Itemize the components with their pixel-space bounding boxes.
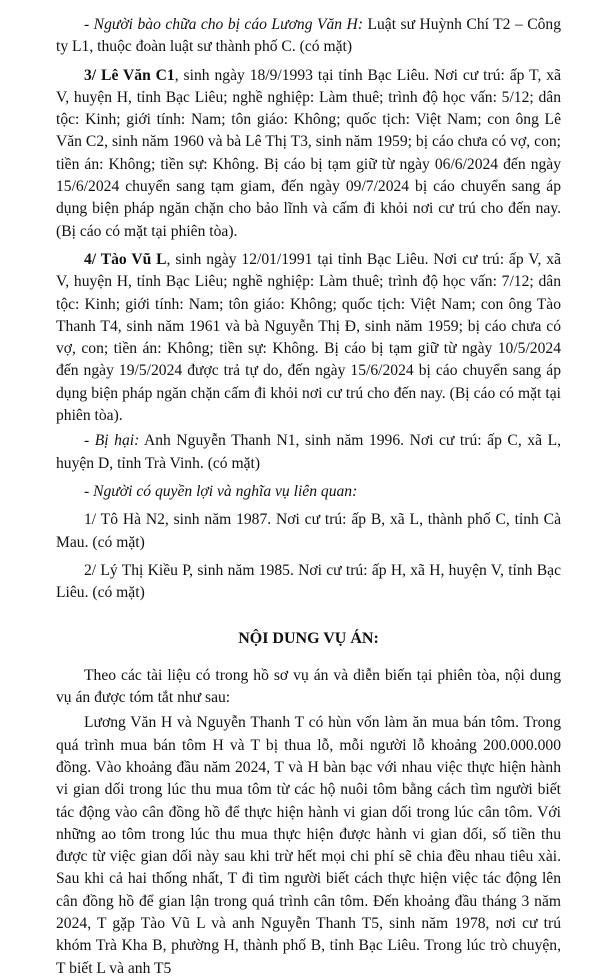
defense-counsel-paragraph <box>56 14 561 59</box>
defendant-4-paragraph <box>56 249 561 427</box>
victim-paragraph <box>56 430 561 475</box>
defendant-4-text: , sinh ngày 12/01/1991 tại tỉnh Bạc Liêu. Nơi cư trú: ấp V, xã V, huyện H, tỉnh Bạc Liêu; nghề nghiệp: Làm thuê; trình độ học vấn: 7/12; dân tộc: Kinh; giới tính: Nam; tôn giáo: Không; quốc tịch: Việt Nam; con ông Tào Thanh T4, sinh năm 1961 và bà Nguyễn Thị Đ, sinh năm 1959; bị cáo chưa có vợ, con; tiền án: Không; tiền sự: Không. Bị cáo bị tạm giữ từ ngày 10/5/2024 đến ngày 19/5/2024 được trả tự do, đến ngày 15/6/2024 bị cáo chuyển sang áp dụng biện pháp ngăn chặn cấm đi khỏi nơi cư trú cho đến nay. (Bị cáo có mặt tại phiên tòa). <box>56 250 561 425</box>
victim-text: Anh Nguyễn Thanh N1, sinh năm 1996. Nơi cư trú: ấp C, xã L, huyện D, tỉnh Trà Vinh. (có mặt) <box>56 432 561 472</box>
defendant-3-name: 3/ Lê Văn C1 <box>84 66 175 84</box>
defense-counsel-label: - Người bào chữa cho bị cáo Lương Văn H: <box>84 16 364 33</box>
document-page <box>56 14 561 980</box>
defense-counsel-text: Luật sư Huỳnh Chí T2 – Công ty L1, thuộc đoàn luật sư thành phố C. (có mặt) <box>56 16 562 56</box>
victim-label: - Bị hại: <box>84 432 140 450</box>
defendant-4-name: 4/ Tào Vũ L <box>84 250 167 268</box>
related-party-2: 2/ Lý Thị Kiều P, sinh năm 1985. Nơi cư trú: ấp H, xã H, huyện V, tỉnh Bạc Liêu. (có mặt) <box>56 561 561 602</box>
related-parties-heading: - Người có quyền lợi và nghĩa vụ liên quan: <box>84 482 358 500</box>
case-summary-paragraph: Lương Văn H và Nguyễn Thanh T có hùn vốn làm ăn mua bán tôm. Trong quá trình mua bán tôm H và T bị thua lỗ, mỗi người lỗ khoảng 200.000.000 đồng. Vào khoảng đầu năm 2024, T và H bàn bạc với nhau việc thực hiện hành vi gian dối trong lúc thu mua tôm từ các hộ nuôi tôm bằng cách tìm người biết tác động vào cân đồng hồ để thực hiện hành vi gian dối trong lúc cân tôm. Với những ao tôm trong lúc thu mua thực hiện được hành vi gian dối, số tiền thu được từ việc gian dối này sau khi trừ hết mọi chi phí sẽ chia đều nhau tiêu xài. Sau khi cả hai thống nhất, T đi tìm người biết cách thực hiện việc tác động lên cân đồng hồ để gian lận trong quá trình cân tôm. Đến khoảng đầu tháng 3 năm 2024, T gặp Tào Vũ L và anh Nguyễn Thanh T5, sinh năm 1978, nơi cư trú khóm Trà Kha B, phường H, thành phố B, tỉnh Bạc Liêu. Trong lúc trò chuyện, T biết L và anh T5 <box>56 714 561 977</box>
defendant-3-text: , sinh ngày 18/9/1993 tại tỉnh Bạc Liêu. Nơi cư trú: ấp T, xã V, huyện H, tỉnh Bạc Liêu; nghề nghiệp: Làm thuê; trình độ học vấn: 5/12; dân tộc: Kinh; giới tính: Nam; tôn giáo: Không; quốc tịch: Việt Nam; con ông Lê Văn C2, sinh năm 1960 và bà Lê Thị T3, sinh năm 1959; bị cáo chưa có vợ, con; tiền án: Không; tiền sự: Không. Bị cáo bị tạm giữ từ ngày 06/6/2024 đến ngày 15/6/2024 chuyển sang tạm giam, đến ngày 09/7/2024 bị cáo chuyển sang áp dụng biện pháp ngăn chặn cho bảo lĩnh và cấm đi khỏi nơi cư trú cho đến nay. (Bị cáo có mặt tại phiên tòa). <box>56 66 562 240</box>
defendant-3-paragraph <box>56 65 561 243</box>
related-party-1: 1/ Tô Hà N2, sinh năm 1987. Nơi cư trú: ấp B, xã L, thành phố C, tỉnh Cà Mau. (có mặt) <box>56 511 561 551</box>
section-title: NỘI DUNG VỤ ÁN: <box>238 630 379 648</box>
case-summary-intro: Theo các tài liệu có trong hồ sơ vụ án và diễn biến tại phiên tòa, nội dung vụ án được tóm tắt như sau: <box>56 666 561 707</box>
